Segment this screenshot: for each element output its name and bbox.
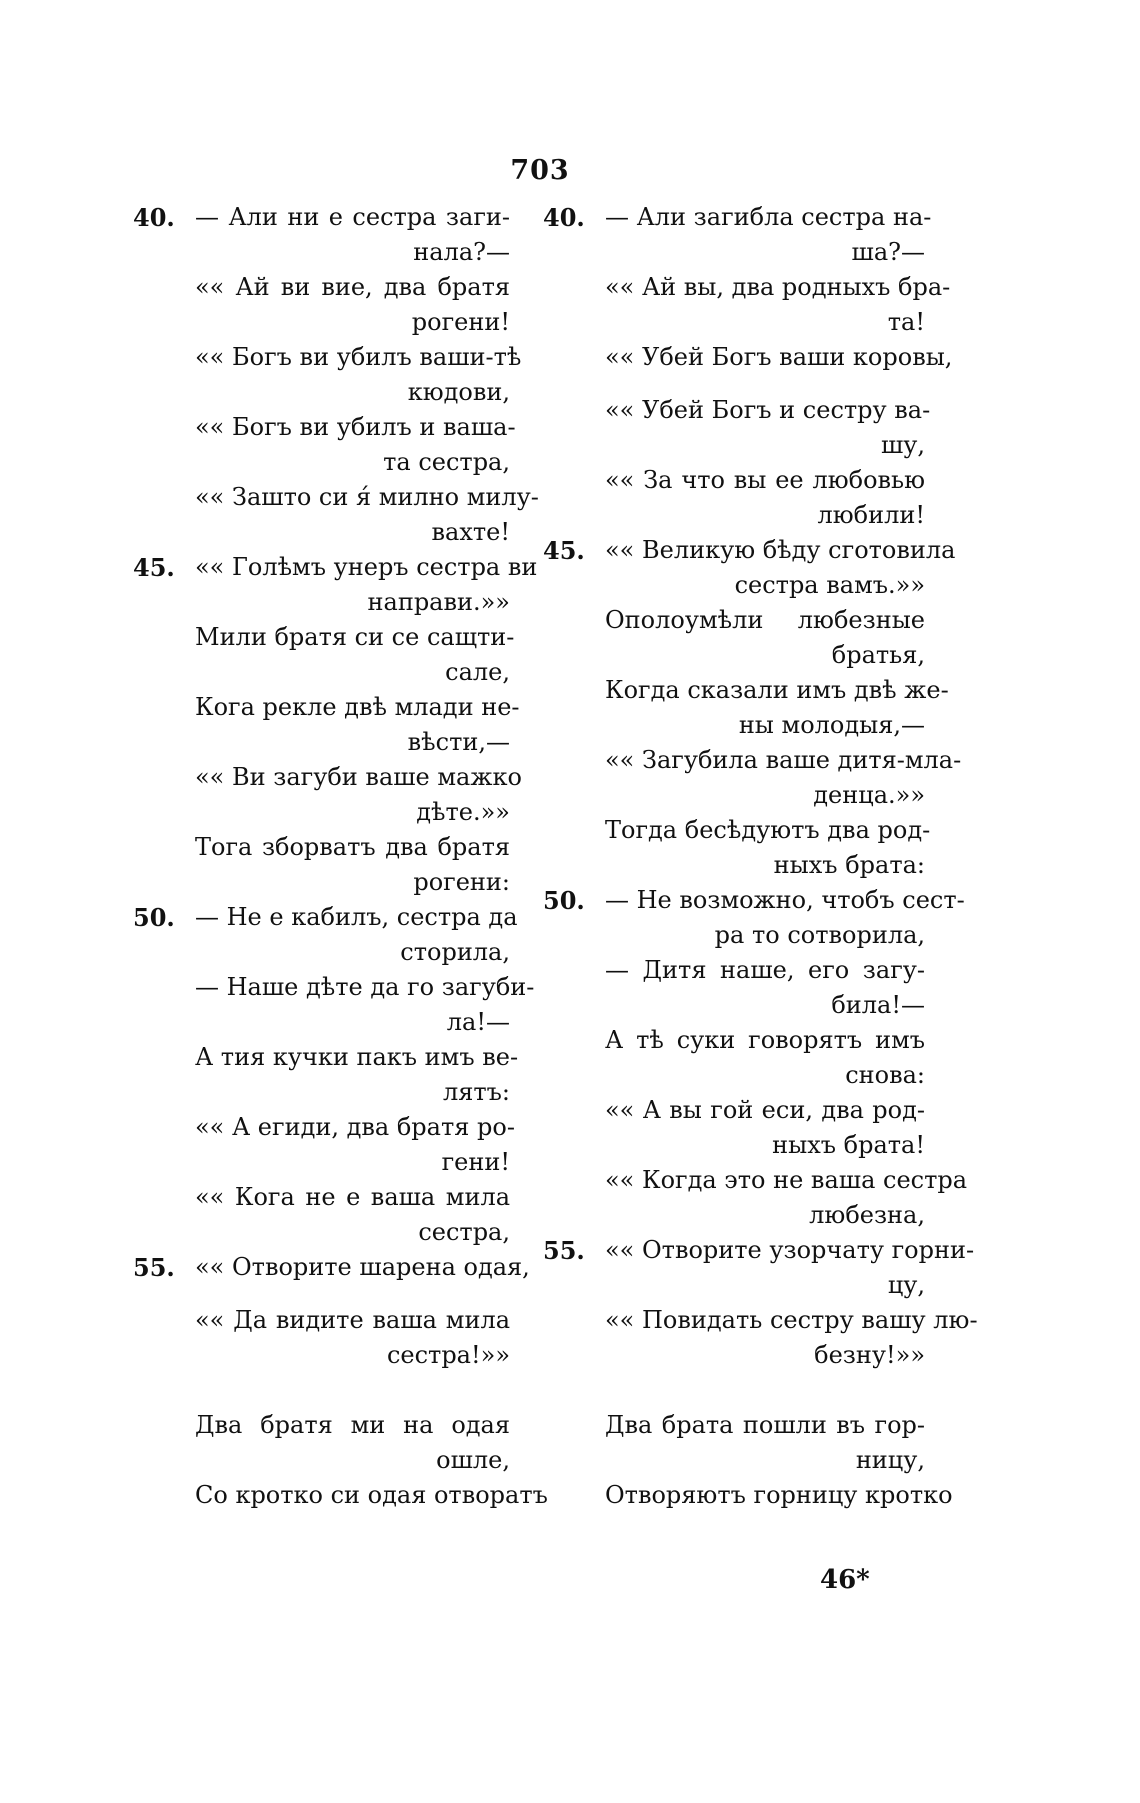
verse-line	[543, 200, 932, 235]
verse-line	[195, 340, 522, 375]
verse-text: ныхъ брата:	[773, 851, 925, 879]
verse-line	[195, 410, 516, 445]
verse-text: ошле,	[436, 1446, 510, 1474]
verse-line	[195, 1215, 510, 1250]
verse-line	[195, 1338, 510, 1373]
verse-text: «« Ай ви вие, два братя	[195, 273, 510, 301]
verse-line	[605, 1303, 978, 1338]
verse-line	[605, 708, 925, 743]
verse-text: сестра вамъ.»»	[734, 571, 925, 599]
verse-line	[605, 673, 949, 708]
verse-text: — Али ни е сестра заги-	[195, 203, 510, 231]
verse-text: «« Богъ ви убилъ и ваша-	[195, 413, 516, 441]
verse-text: лятъ:	[442, 1078, 510, 1106]
verse-text: «« Убей Богъ ваши коровы,	[605, 343, 953, 371]
verse-text: та сестра,	[383, 448, 510, 476]
verse-line	[195, 1040, 519, 1075]
verse-text: сале,	[445, 658, 510, 686]
verse-text: рогени:	[413, 868, 510, 896]
verse-line	[133, 900, 518, 935]
verse-text: любезна,	[809, 1201, 925, 1229]
verse-text: снова:	[845, 1061, 925, 1089]
verse-line	[605, 1408, 925, 1443]
printer-signature-mark: 46*	[820, 1565, 870, 1595]
verse-line	[605, 813, 931, 848]
verse-text: ницу,	[855, 1446, 925, 1474]
verse-line	[605, 270, 951, 305]
verse-line	[195, 585, 510, 620]
verse-text: Ополоумѣли любезные	[605, 606, 925, 634]
verse-line	[605, 1268, 925, 1303]
verse-line	[605, 1128, 925, 1163]
verse-text: А тия кучки пакъ имъ ве-	[195, 1043, 519, 1071]
verse-text: гени!	[441, 1148, 510, 1176]
verse-text: кюдови,	[407, 378, 510, 406]
verse-text: «« Загубила ваше дитя-мла-	[605, 746, 962, 774]
verse-line	[195, 970, 535, 1005]
verse-number: 55.	[133, 1253, 175, 1282]
verse-line	[605, 848, 925, 883]
verse-text: сестра!»»	[386, 1341, 510, 1369]
verse-line	[195, 655, 510, 690]
verse-line	[133, 200, 510, 235]
verse-text: безну!»»	[814, 1341, 925, 1369]
verse-line	[543, 883, 965, 918]
verse-line	[195, 1443, 510, 1478]
verse-text: «« А вы гой еси, два род-	[605, 1096, 925, 1124]
verse-line	[605, 918, 925, 953]
verse-line	[605, 778, 925, 813]
verse-line	[605, 498, 925, 533]
verse-text: Со кротко си одая отворатъ	[195, 1481, 548, 1509]
verse-text: Когда сказали имъ двѣ же-	[605, 676, 949, 704]
verse-text: ла!—	[446, 1008, 510, 1036]
verse-text: Отворяютъ горницу кротко	[605, 1481, 953, 1509]
verse-text: Тогда бесѣдуютъ два род-	[605, 816, 931, 844]
verse-text: — Али загибла сестра на-	[605, 203, 932, 231]
verse-line	[195, 1075, 510, 1110]
verse-text: дѣте.»»	[416, 798, 510, 826]
verse-line	[195, 1408, 510, 1443]
verse-text: ныхъ брата!	[772, 1131, 925, 1159]
page-number: 703	[510, 155, 570, 186]
verse-text: «« Повидать сестру вашу лю-	[605, 1306, 978, 1334]
verse-text: «« Ай вы, два родныхъ бра-	[605, 273, 951, 301]
verse-text: «« Великую бѣду сготовила	[605, 536, 956, 564]
verse-line	[605, 1443, 925, 1478]
verse-line	[605, 953, 925, 988]
verse-text: вахте!	[431, 518, 510, 546]
verse-line	[605, 463, 925, 498]
verse-text: Мили братя си се сащти-	[195, 623, 515, 651]
right-column-russian-translation	[543, 200, 978, 1513]
verse-line	[605, 638, 925, 673]
verse-line	[605, 1023, 925, 1058]
verse-line	[605, 1338, 925, 1373]
left-column-serbian-text	[133, 200, 548, 1513]
verse-line	[605, 235, 925, 270]
verse-text: А тѣ суки говорятъ имъ	[605, 1026, 925, 1054]
verse-number: 55.	[543, 1236, 585, 1265]
verse-text: нала?—	[413, 238, 510, 266]
verse-line	[195, 1145, 510, 1180]
verse-text: Два брата пошли въ гор-	[605, 1411, 925, 1439]
verse-text: сторила,	[400, 938, 510, 966]
verse-line	[605, 988, 925, 1023]
verse-text: вѣсти,—	[407, 728, 510, 756]
verse-line	[195, 795, 510, 830]
verse-number: 45.	[133, 553, 175, 582]
verse-text: «« Ви загуби ваше мажко	[195, 763, 522, 791]
verse-line	[195, 935, 510, 970]
verse-text: Тога зборватъ два братя	[195, 833, 510, 861]
verse-text: ра то сотворила,	[714, 921, 925, 949]
verse-text: Кога рекле двѣ млади не-	[195, 693, 520, 721]
verse-line	[195, 1005, 510, 1040]
verse-line	[605, 743, 962, 778]
verse-line	[605, 1163, 968, 1198]
verse-line	[605, 1478, 953, 1513]
verse-line	[195, 480, 539, 515]
verse-text: «« Отворите шарена одая,	[195, 1253, 530, 1281]
verse-line	[195, 270, 510, 305]
verse-line	[195, 375, 510, 410]
verse-text: «« Голѣмъ унеръ сестра ви	[195, 553, 538, 581]
verse-text: ны молодыя,—	[738, 711, 925, 739]
verse-line	[605, 603, 925, 638]
verse-text: «« Кога не е ваша мила	[195, 1183, 510, 1211]
verse-text: «« А егиди, два братя ро-	[195, 1113, 515, 1141]
verse-text: сестра,	[418, 1218, 510, 1246]
verse-line	[195, 305, 510, 340]
verse-text: — Наше дѣте да го загуби-	[195, 973, 535, 1001]
verse-line	[543, 533, 956, 568]
verse-line	[195, 515, 510, 550]
verse-line	[605, 305, 925, 340]
verse-line	[195, 1180, 510, 1215]
verse-text: братья,	[831, 641, 925, 669]
verse-line	[133, 1250, 530, 1285]
verse-line	[195, 620, 515, 655]
verse-text: шу,	[880, 431, 925, 459]
verse-line	[605, 340, 953, 375]
verse-line	[195, 1478, 548, 1513]
verse-text: «« Отворите узорчату горни-	[605, 1236, 975, 1264]
verse-number: 45.	[543, 536, 585, 565]
verse-text: — Не е кабилъ, сестра да	[195, 903, 518, 931]
verse-line	[195, 1110, 515, 1145]
verse-line	[605, 393, 931, 428]
verse-line	[195, 445, 510, 480]
verse-text: «« За что вы ее любовью	[605, 466, 925, 494]
verse-text: «« Богъ ви убилъ ваши-тѣ	[195, 343, 522, 371]
verse-text: денца.»»	[813, 781, 925, 809]
verse-text: рогени!	[411, 308, 510, 336]
verse-line	[605, 568, 925, 603]
verse-text: та!	[887, 308, 925, 336]
verse-text: «« Да видите ваша мила	[195, 1306, 510, 1334]
verse-line	[195, 865, 510, 900]
verse-text: «« Когда это не ваша сестра	[605, 1166, 968, 1194]
verse-line	[543, 1233, 975, 1268]
verse-line	[195, 690, 520, 725]
verse-text: Два братя ми на одая	[195, 1411, 510, 1439]
verse-text: «« Зашто си я́ милно милу-	[195, 483, 539, 511]
verse-text: ша?—	[851, 238, 925, 266]
verse-number: 50.	[543, 886, 585, 915]
verse-line	[195, 830, 510, 865]
verse-line	[195, 235, 510, 270]
verse-line	[133, 550, 538, 585]
verse-line	[605, 1093, 925, 1128]
verse-number: 40.	[133, 203, 175, 232]
verse-line	[605, 428, 925, 463]
verse-number: 50.	[133, 903, 175, 932]
verse-line	[195, 1303, 510, 1338]
verse-text: «« Убей Богъ и сестру ва-	[605, 396, 931, 424]
verse-number: 40.	[543, 203, 585, 232]
verse-line	[195, 760, 522, 795]
verse-line	[605, 1198, 925, 1233]
verse-text: — Дитя наше, его загу-	[605, 956, 925, 984]
verse-text: направи.»»	[367, 588, 510, 616]
verse-text: любили!	[817, 501, 925, 529]
verse-line	[605, 1058, 925, 1093]
verse-text: — Не возможно, чтобъ сест-	[605, 886, 965, 914]
verse-text: цу,	[887, 1271, 925, 1299]
verse-text: била!—	[831, 991, 925, 1019]
verse-line	[195, 725, 510, 760]
